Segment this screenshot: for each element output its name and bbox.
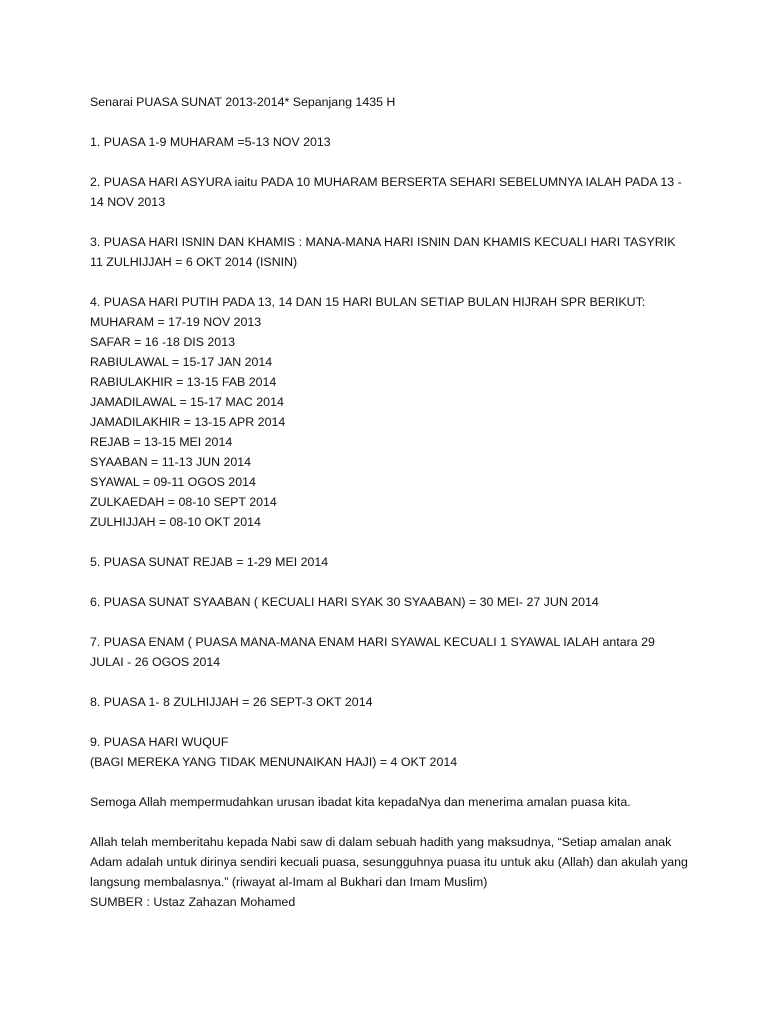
item-9-line-2: (BAGI MEREKA YANG TIDAK MENUNAIKAN HAJI) = 4 OKT 2014 [90, 755, 458, 769]
document-page [90, 92, 690, 912]
document-title: Senarai PUASA SUNAT 2013-2014* Sepanjang 1435 H [90, 95, 396, 109]
item-9-line-1: 9. PUASA HARI WUQUF [90, 735, 229, 749]
month-row: RABIULAWAL = 15-17 JAN 2014 [90, 355, 273, 369]
item-7: 7. PUASA ENAM ( PUASA MANA-MANA ENAM HARI SYAWAL KECUALI 1 SYAWAL IALAH antara 29 JULAI - 26 OGOS 2014 [90, 635, 655, 669]
item-4 [90, 292, 690, 532]
month-row: SAFAR = 16 -18 DIS 2013 [90, 335, 235, 349]
source-text: SUMBER : Ustaz Zahazan Mohamed [90, 895, 296, 909]
item-4-heading: 4. PUASA HARI PUTIH PADA 13, 14 DAN 15 HARI BULAN SETIAP BULAN HIJRAH SPR BERIKUT: [90, 295, 646, 309]
month-row: ZULHIJJAH = 08-10 OKT 2014 [90, 515, 261, 529]
month-row: SYAWAL = 09-11 OGOS 2014 [90, 475, 256, 489]
item-8: 8. PUASA 1- 8 ZULHIJJAH = 26 SEPT-3 OKT 2014 [90, 695, 373, 709]
month-row: RABIULAKHIR = 13-15 FAB 2014 [90, 375, 277, 389]
month-row: JAMADILAWAL = 15-17 MAC 2014 [90, 395, 284, 409]
item-2: 2. PUASA HARI ASYURA iaitu PADA 10 MUHARAM BERSERTA SEHARI SEBELUMNYA IALAH PADA 13 - 14 NOV 2013 [90, 175, 682, 209]
item-6: 6. PUASA SUNAT SYAABAN ( KECUALI HARI SYAK 30 SYAABAN) = 30 MEI- 27 JUN 2014 [90, 595, 599, 609]
item-1: 1. PUASA 1-9 MUHARAM =5-13 NOV 2013 [90, 135, 331, 149]
month-row: MUHARAM = 17-19 NOV 2013 [90, 315, 262, 329]
item-3: 3. PUASA HARI ISNIN DAN KHAMIS : MANA-MANA HARI ISNIN DAN KHAMIS KECUALI HARI TASYRIK 11 ZULHIJJAH = 6 OKT 2014 (ISNIN) [90, 235, 676, 269]
month-row: REJAB = 13-15 MEI 2014 [90, 435, 233, 449]
hadith-text: Allah telah memberitahu kepada Nabi saw di dalam sebuah hadith yang maksudnya, “Setiap amalan anak Adam adalah untuk dirinya sendiri kecuali puasa, sesungguhnya puasa itu untuk aku (Allah) dan akulah yang langsung membalasnya.” (riwayat al-Imam al Bukhari dan Imam Muslim) [90, 835, 688, 889]
month-row: JAMADILAKHIR = 13-15 APR 2014 [90, 415, 286, 429]
item-5: 5. PUASA SUNAT REJAB = 1-29 MEI 2014 [90, 555, 329, 569]
item-9 [90, 732, 690, 772]
closing-text: Semoga Allah mempermudahkan urusan ibadat kita kepadaNya dan menerima amalan puasa kita. [90, 795, 631, 809]
month-row: ZULKAEDAH = 08-10 SEPT 2014 [90, 495, 277, 509]
month-row: SYAABAN = 11-13 JUN 2014 [90, 455, 252, 469]
